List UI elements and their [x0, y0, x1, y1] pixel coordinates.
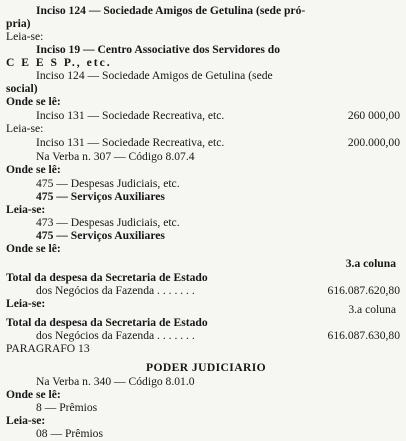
- line-onde-se-le-4: Onde se lê:: [6, 388, 61, 401]
- line-total-despesa-old: Total da despesa da Secretaria de Estado: [6, 271, 208, 284]
- line-inciso-124-old: Inciso 124 — Sociedade Amigos de Getulina (sede pró-: [36, 4, 306, 17]
- line-leia-se-5: Leia-se:: [6, 414, 46, 427]
- line-propria: pria): [6, 17, 31, 30]
- line-ceesp: C E E S P., etc.: [6, 56, 112, 69]
- line-3a-coluna-new: 3.a coluna: [348, 303, 396, 316]
- amount-inciso-131-new: 200.000,00: [347, 136, 400, 149]
- line-inciso-131-new: Inciso 131 — Sociedade Recreativa, etc.: [36, 136, 225, 149]
- amount-total-old: 616.087.620,80: [327, 284, 400, 297]
- line-475-despesas: 475 — Despesas Judiciais, etc.: [36, 177, 180, 190]
- line-leia-se-1: Leia-se:: [6, 30, 44, 43]
- line-negocios-fazenda-new: dos Negócios da Fazenda . . . . . . .: [36, 329, 195, 342]
- line-473-despesas: 473 — Despesas Judiciais, etc.: [36, 216, 180, 229]
- amount-total-new: 616.087.630,80: [327, 329, 400, 342]
- line-inciso-19: Inciso 19 — Centro Associative dos Servidores do: [36, 43, 281, 56]
- line-negocios-fazenda-old: dos Negócios da Fazenda . . . . . . .: [36, 284, 195, 297]
- line-inciso-131-old: Inciso 131 — Sociedade Recreativa, etc.: [36, 109, 225, 122]
- line-onde-se-le-2: Onde se lê:: [6, 163, 61, 176]
- line-social: social): [6, 82, 38, 95]
- line-total-despesa-new: Total da despesa da Secretaria de Estado: [6, 316, 208, 329]
- line-onde-se-le-3: Onde se lê:: [6, 242, 61, 255]
- heading-poder-judiciario: PODER JUDICIARIO: [146, 361, 267, 374]
- line-verba-340: Na Verba n. 340 — Código 8.01.0: [36, 375, 195, 388]
- line-475-servicos-old: 475 — Serviços Auxiliares: [36, 190, 165, 203]
- line-8-premios: 8 — Prêmios: [36, 401, 98, 414]
- line-leia-se-3: Leia-se:: [6, 203, 46, 216]
- line-08-premios: 08 — Prêmios: [36, 427, 103, 440]
- line-inciso-124-new: Inciso 124 — Sociedade Amigos de Getulina (sede: [36, 69, 273, 82]
- amount-inciso-131-old: 260 000,00: [347, 109, 400, 122]
- line-verba-307: Na Verba n. 307 — Código 8.07.4: [36, 150, 195, 163]
- line-leia-se-4: Leia-se:: [6, 297, 46, 310]
- line-onde-se-le-1: Onde se lê:: [6, 95, 61, 108]
- line-paragrafo-13: PARAGRAFO 13: [6, 342, 90, 355]
- line-3a-coluna-old: 3.a coluna: [345, 257, 396, 270]
- line-475-servicos-new: 475 — Serviços Auxiliares: [36, 229, 165, 242]
- line-leia-se-2: Leia-se:: [6, 122, 44, 135]
